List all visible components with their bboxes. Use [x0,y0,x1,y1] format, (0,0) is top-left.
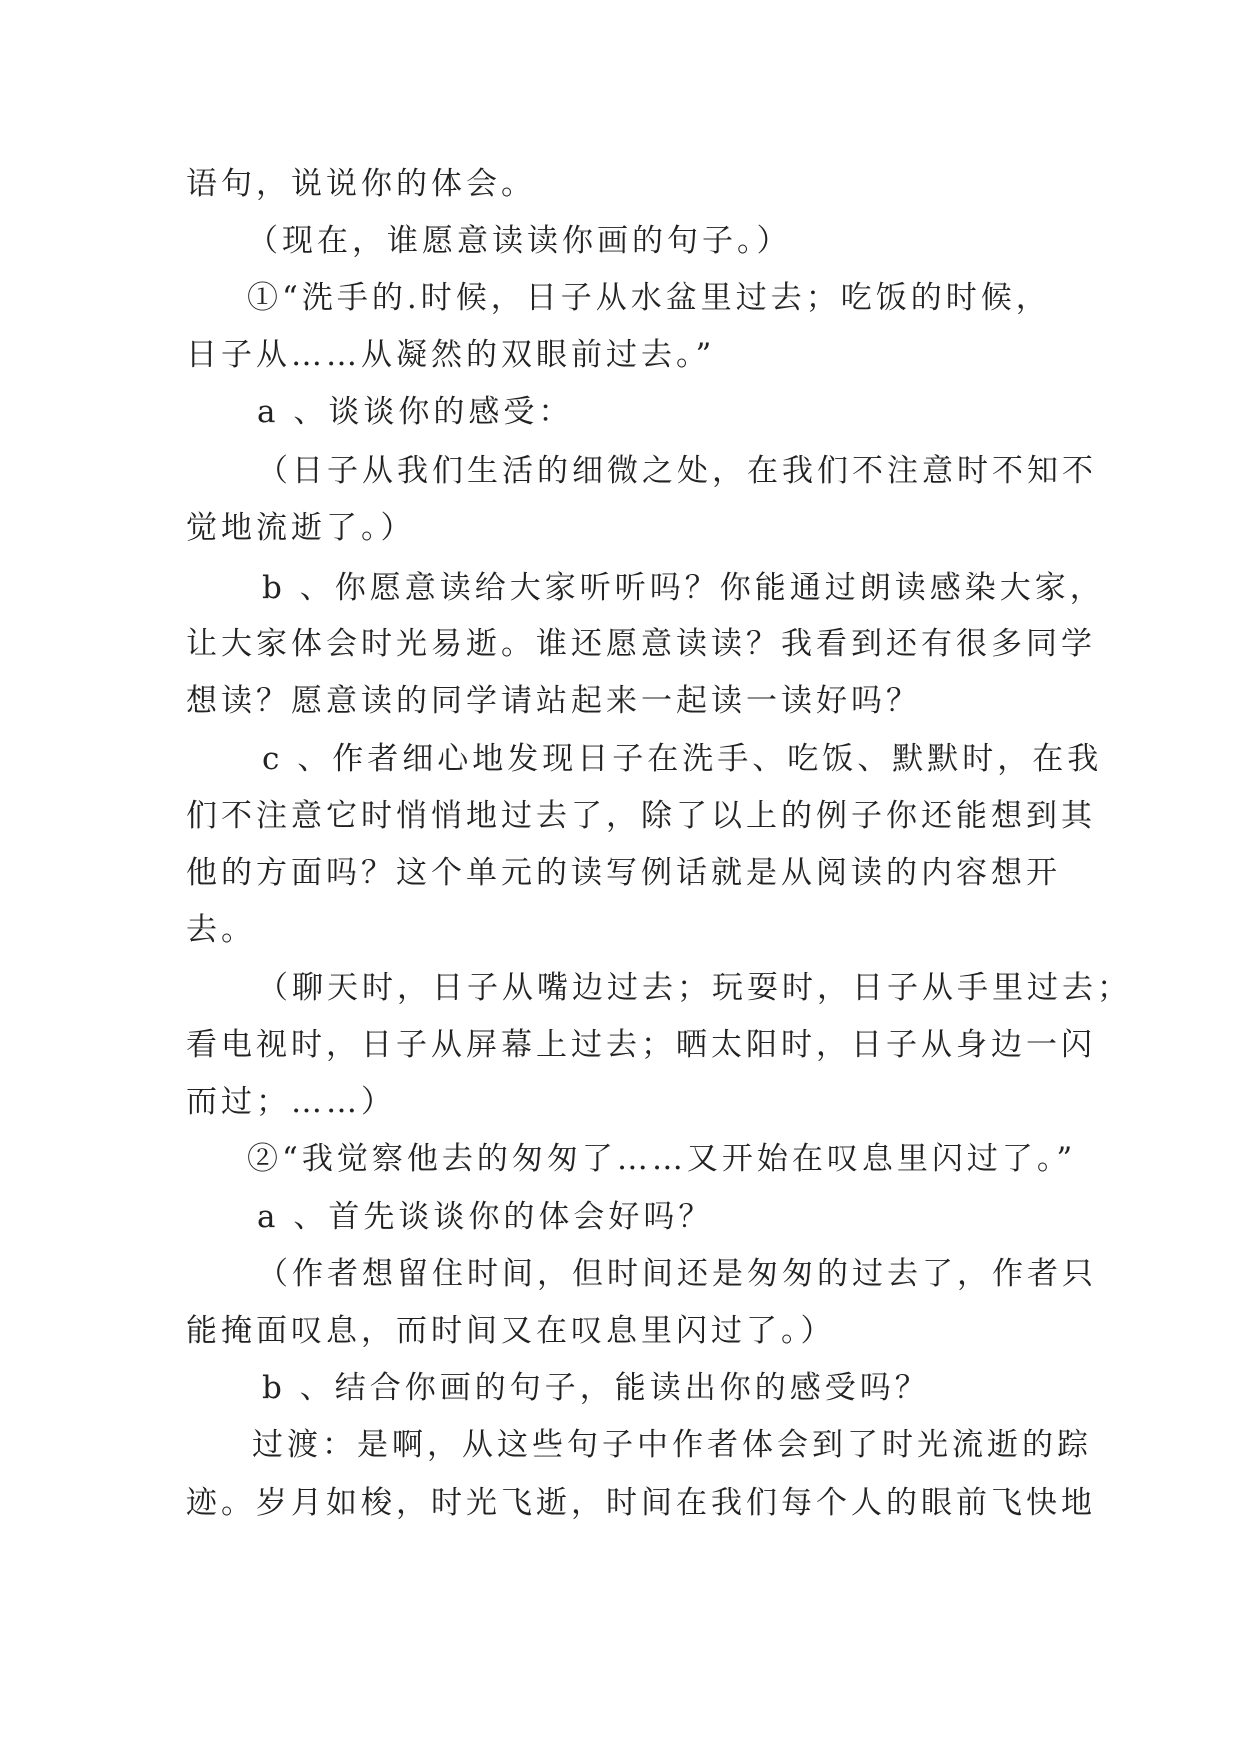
text-line: 他的方面吗？这个单元的读写例话就是从阅读的内容想开 [186,855,1061,891]
text-line: a 、首先谈谈你的体会好吗？ [257,1199,714,1235]
text-line: 日子从……从凝然的双眼前过去。” [186,337,716,373]
text-line: ②“我觉察他去的匆匆了……又开始在叹息里闪过了。” [247,1141,1077,1177]
text-line: a 、谈谈你的感受： [257,394,574,430]
text-line: （现在，谁愿意读读你画的句子。） [247,223,792,259]
text-line: （作者想留住时间，但时间还是匆匆的过去了，作者只 [257,1256,1097,1292]
text-line: 想读？愿意读的同学请站起来一起读一读好吗？ [186,683,921,719]
text-line: （聊天时，日子从嘴边过去；玩耍时，日子从手里过去； [257,970,1132,1006]
text-line: b 、你愿意读给大家听听吗？你能通过朗读感染大家， [262,570,1105,606]
text-line: 迹。岁月如梭，时光飞逝，时间在我们每个人的眼前飞快地 [186,1485,1096,1521]
text-line: 而过；……） [186,1084,396,1120]
text-line: 去。 [186,912,256,948]
text-line: 能掩面叹息，而时间又在叹息里闪过了。） [186,1313,836,1349]
text-line: 们不注意它时悄悄地过去了，除了以上的例子你还能想到其 [186,798,1096,834]
text-line: （日子从我们生活的细微之处，在我们不注意时不知不 [257,453,1097,489]
text-line: 过渡：是啊，从这些句子中作者体会到了时光流逝的踪 [252,1427,1092,1463]
text-line: ①“洗手的.时候，日子从水盆里过去；吃饭的时候， [247,280,1051,316]
text-line: b 、结合你画的句子，能读出你的感受吗？ [262,1370,930,1406]
text-line: c 、作者细心地发现日子在洗手、吃饭、默默时，在我 [262,741,1103,777]
text-line: 看电视时，日子从屏幕上过去；晒太阳时，日子从身边一闪 [186,1027,1096,1063]
text-line: 让大家体会时光易逝。谁还愿意读读？我看到还有很多同学 [186,626,1096,662]
text-line: 觉地流逝了。） [186,510,416,546]
text-line: 语句，说说你的体会。 [186,166,536,202]
